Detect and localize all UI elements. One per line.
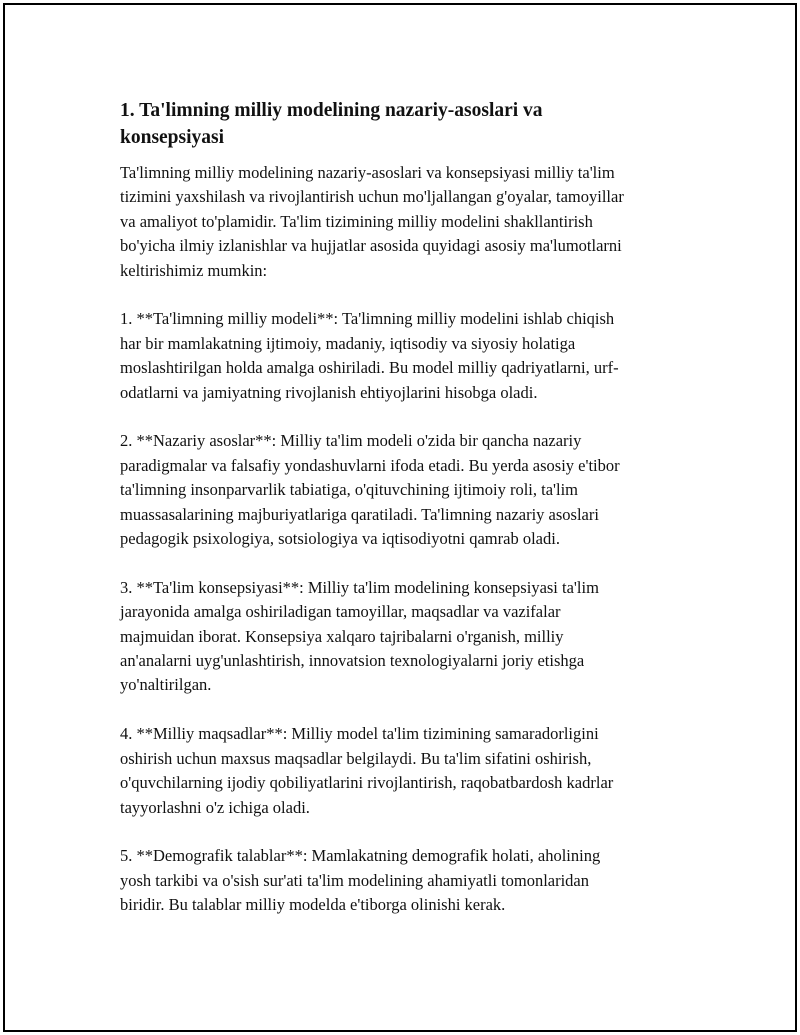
paragraph-spacer [120,551,690,575]
page-frame [3,3,797,1032]
paragraph-item-3: 3. **Ta'lim konsepsiyasi**: Milliy ta'lim modelining konsepsiyasi ta'lim jarayonida amalga oshiriladigan tamoyillar, maqsadlar va vazifalar majmuidan iborat. Konsepsiya xalqaro tajribalarni o'rganish, milliy an'analarni uyg'unlashtirish, innovatsion texnologiyalarni joriy etishga yo'naltirilgan. [120,577,599,695]
intro-paragraph: Ta'limning milliy modelining nazariy-asoslari va konsepsiyasi milliy ta'lim tizimini yaxshilash va rivojlantirish uchun mo'ljallangan g'oyalar, tamoyillar va amaliyot to'plamidir. Ta'lim tizimining milliy modelini shakllantirish bo'yicha ilmiy izlanishlar va hujjatlar asosida quyidagi asosiy ma'lumotlarni keltirishimiz mumkin: [120,163,624,280]
paragraph-item-2: 2. **Nazariy asoslar**: Milliy ta'lim modeli o'zida bir qancha nazariy paradigmalar va falsafiy yondashuvlarni ifoda etadi. Bu yerda asosiy e'tibor ta'limning insonparvarlik tabiatiga, o'qituvchining ijtimoiy roli, ta'lim muassasalarining majburiyatlariga qaratiladi. Ta'limning nazariy asoslari pedagogik psixologiya, sotsiologiya va iqtisodiyotni qamrab oladi. [120,431,620,549]
paragraph-item-5: 5. **Demografik talablar**: Mamlakatning demografik holati, aholining yosh tarkibi va o'sish sur'ati ta'lim modelining ahamiyatli tomonlaridan biridir. Bu talablar milliy modelda e'tiborga olinishi kerak. [120,846,601,915]
paragraph-spacer [120,283,690,307]
document-body [120,97,690,918]
paragraph-spacer [120,698,690,722]
paragraph-spacer [120,405,690,429]
paragraph-item-4: 4. **Milliy maqsadlar**: Milliy model ta'lim tizimining samaradorligini oshirish uchun maxsus maqsadlar belgilaydi. Bu ta'lim sifatini oshirish, o'quvchilarning ijodiy qobiliyatlarini rivojlantirish, raqobatbardosh kadrlar tayyorlashni o'z ichiga oladi. [120,724,614,817]
paragraph-item-1: 1. **Ta'limning milliy modeli**: Ta'limning milliy modelini ishlab chiqish har bir mamlakatning ijtimoiy, madaniy, iqtisodiy va siyosiy holatiga moslashtirilgan holda amalga oshiriladi. Bu model milliy qadriyatlarni, urf- odatlarni va jamiyatning rivojlanish ehtiyojlarini hisobga oladi. [120,309,619,402]
paragraph-spacer [120,820,690,844]
document-title: 1. Ta'limning milliy modelining nazariy-asoslari va konsepsiyasi [120,100,543,148]
